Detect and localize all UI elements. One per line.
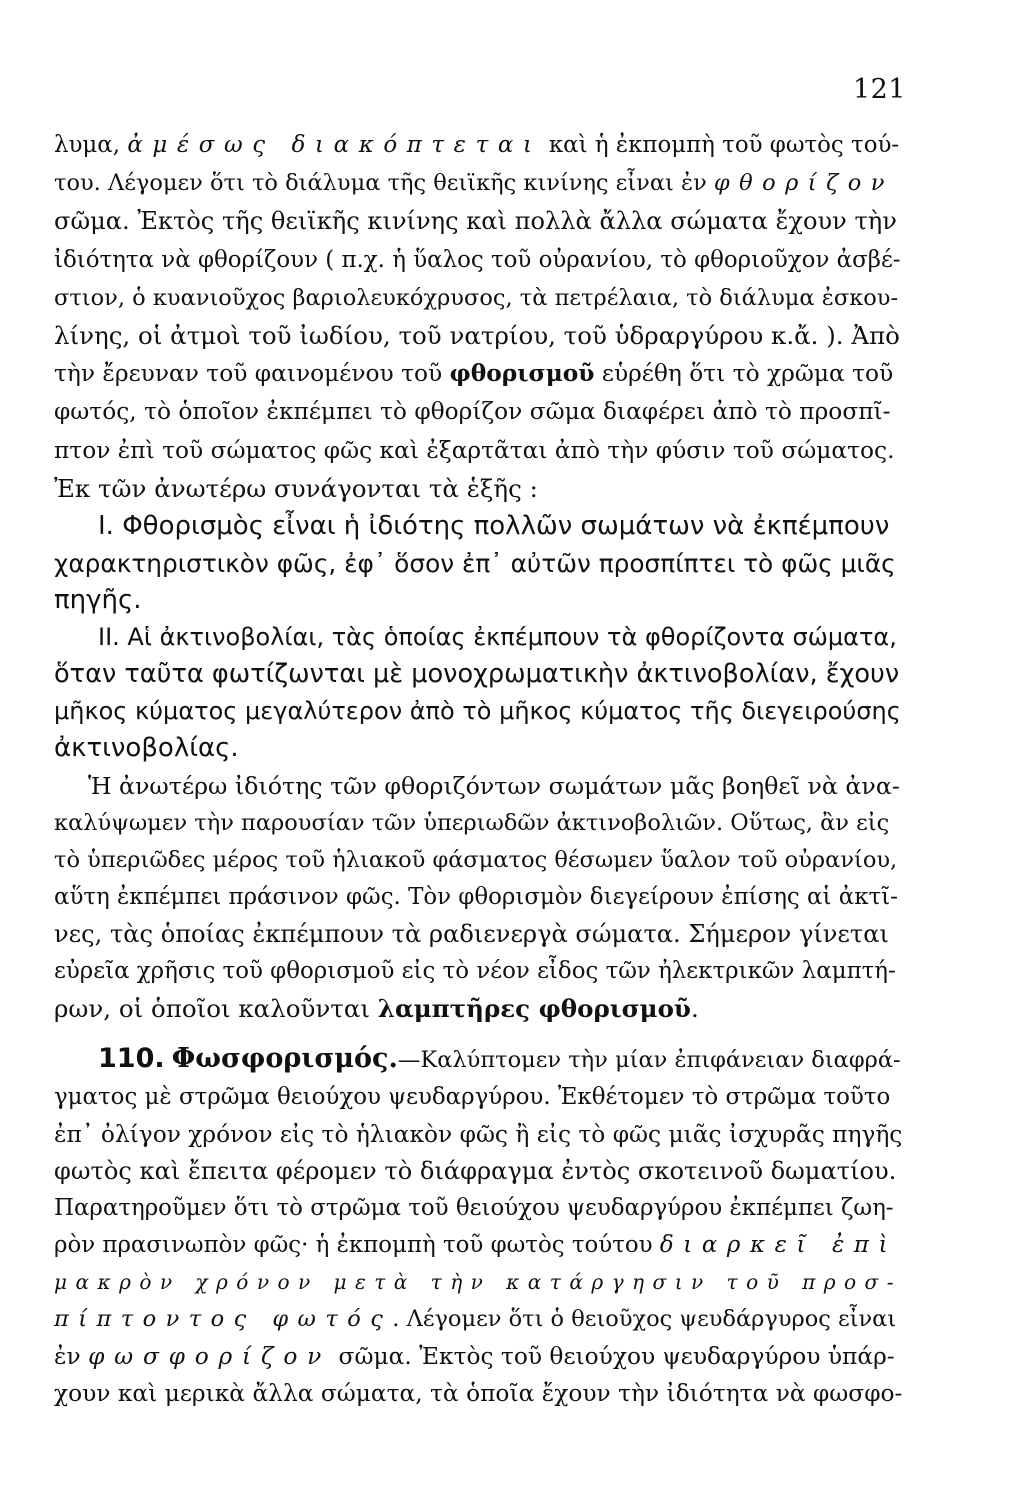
text-line: πηγῆς. — [54, 585, 142, 615]
text-line: ρὸν πρασινωπὸν φῶς· ἡ ἐκπομπὴ τοῦ φωτὸς τούτου διαρκεῖ ἐπὶ — [54, 1232, 898, 1258]
text-line: μῆκος κύματος μεγαλύτερον ἀπὸ τὸ μῆκος κύματος τῆς διεγειρούσης — [54, 697, 901, 725]
text-line: χουν καὶ μερικὰ ἄλλα σώματα, τὰ ὁποῖα ἔχουν τὴν ἰδιότητα νὰ φωσφο- — [54, 1380, 903, 1407]
text-line: ἐν φωσφορίζον σῶμα. Ἐκτὸς τοῦ θειούχου ψευδαργύρου ὑπάρ- — [54, 1343, 895, 1370]
text-line: του. Λέγομεν ὅτι τὸ διάλυμα τῆς θειϊκῆς κινίνης εἶναι ἐν φθορίζον — [54, 170, 894, 197]
section-title: Φωσφορισμός. — [171, 1043, 398, 1074]
section-number: 110. — [98, 1043, 165, 1074]
text-line: Ἐκ τῶν ἀνωτέρω συνάγονται τὰ ἑξῆς : — [54, 473, 538, 503]
page-number: 121 — [852, 74, 906, 105]
emphasized-phrase: διαρκεῖ ἐπὶ — [659, 1232, 898, 1258]
text-line: καλύψωμεν τὴν παρουσίαν τῶν ὑπεριωδῶν ἀκτινοβολιῶν. Οὕτως, ἂν εἰς — [54, 810, 890, 836]
text-line: τὸ ὑπεριῶδες μέρος τοῦ ἡλιακοῦ φάσματος θέσωμεν ὕαλον τοῦ οὐρανίου, — [54, 847, 898, 873]
text-line — [54, 1264, 902, 1301]
text-line: Ἡ ἀνωτέρω ἰδιότης τῶν φθοριζόντων σωμάτων μᾶς βοηθεῖ νὰ ἀνα- — [88, 772, 900, 800]
text-line: ρων, οἱ ὁποῖοι καλοῦνται λαμπτῆρες φθορισμοῦ. — [54, 994, 699, 1023]
conclusions-list — [54, 508, 902, 767]
emphasized-phrase: φθορίζον — [713, 170, 894, 197]
fluorescence-paragraph — [54, 126, 902, 508]
section-heading-line: 110. Φωσφορισμός.—Καλύπτομεν τὴν μίαν ἐπιφάνειαν διαφρά- — [98, 1043, 901, 1074]
text-line: ἰδιότητα νὰ φθορίζουν ( π.χ. ἡ ὕαλος τοῦ οὐρανίου, τὸ φθοριοῦχον ἀσβέ- — [54, 246, 901, 273]
text-line: Παρατηροῦμεν ὅτι τὸ στρῶμα τοῦ θειούχου ψευδαργύρου ἐκπέμπει ζωη- — [54, 1195, 894, 1221]
ultraviolet-paragraph — [54, 768, 902, 1027]
text-line: φωτός, τὸ ὁποῖον ἐκπέμπει τὸ φθορίζον σῶμα διαφέρει ἀπὸ τὸ προσπῖ- — [54, 398, 891, 426]
conclusion-item-1: Ι. Φθορισμὸς εἶναι ἡ ἰδιότης πολλῶν σωμάτων νὰ ἐκπέμπουν — [98, 511, 890, 541]
text-line: πτον ἐπὶ τοῦ σώματος φῶς καὶ ἐξαρτᾶται ἀπὸ τὴν φύσιν τοῦ σώματος. — [54, 436, 895, 464]
text-line: αὕτη ἐκπέμπει πράσινον φῶς. Τὸν φθορισμὸν διεγείρουν ἐπίσης αἱ ἀκτῖ- — [54, 884, 898, 910]
text-line: τὴν ἔρευναν τοῦ φαινομένου τοῦ φθορισμοῦ εὑρέθη ὅτι τὸ χρῶμα τοῦ — [54, 360, 894, 388]
bold-term: φθορισμοῦ — [449, 360, 595, 388]
text-line: σῶμα. Ἐκτὸς τῆς θειϊκῆς κινίνης καὶ πολλὰ ἄλλα σώματα ἔχουν τὴν — [54, 207, 897, 236]
phosphorescence-section — [54, 1040, 902, 1412]
text-line: χαρακτηριστικὸν φῶς, ἐφ᾽ ὅσον ἐπ᾽ αὐτῶν προσπίπτει τὸ φῶς μιᾶς — [54, 549, 896, 578]
text-line: πίπτοντος φωτός. Λέγομεν ὅτι ὁ θειοῦχος ψευδάργυρος εἶναι — [54, 1306, 897, 1332]
text-line: φωτὸς καὶ ἔπειτα φέρομεν τὸ διάφραγμα ἐντὸς σκοτεινοῦ δωματίου. — [54, 1157, 897, 1185]
text-line: γματος μὲ στρῶμα θειούχου ψευδαργύρου. Ἐκθέτομεν τὸ στρῶμα τοῦτο — [54, 1084, 891, 1110]
text-line: στιον, ὁ κυανιοῦχος βαριολευκόχρυσος, τὰ πετρέλαια, τὸ διάλυμα ἐσκου- — [54, 284, 899, 311]
conclusion-item-2: ΙΙ. Αἱ ἀκτινοβολίαι, τὰς ὁποίας ἐκπέμπουν τὰ φθορίζοντα σώματα, — [98, 623, 897, 651]
text-line: ἀκτινοβολίας. — [54, 733, 239, 763]
text-line: λυμα, ἀμέσως διακόπτεται καὶ ἡ ἐκπομπὴ τοῦ φωτὸς τού- — [54, 132, 900, 158]
emphasized-phrase: ἀμέσως διακόπτεται — [127, 132, 542, 158]
bold-term: λαμπτῆρες φθορισμοῦ — [377, 994, 691, 1023]
emphasized-phrase: φωσφορίζον — [88, 1343, 332, 1370]
emphasized-phrase: μακρὸν χρόνον μετὰ τὴν κατάργησιν τοῦ προσ- — [54, 1270, 902, 1294]
emphasized-phrase: πίπτοντος φωτός — [54, 1306, 393, 1332]
text-line: ἐπ᾽ ὀλίγον χρόνον εἰς τὸ ἡλιακὸν φῶς ἢ εἰς τὸ φῶς μιᾶς ἰσχυρᾶς πηγῆς — [54, 1121, 903, 1148]
text-line: εὐρεῖα χρῆσις τοῦ φθορισμοῦ εἰς τὸ νέον εἶδος τῶν ἠλεκτρικῶν λαμπτή- — [54, 958, 896, 984]
text-line: ὅταν ταῦτα φωτίζωνται μὲ μονοχρωματικὴν ἀκτινοβολίαν, ἔχουν — [54, 659, 900, 689]
text-line: νες, τὰς ὁποίας ἐκπέμπουν τὰ ραδιενεργὰ σώματα. Σήμερον γίνεται — [54, 920, 889, 948]
text-line: λίνης, οἱ ἀτμοὶ τοῦ ἰωδίου, τοῦ νατρίου, τοῦ ὑδραργύρου κ.ἄ. ). Ἀπὸ — [54, 321, 900, 351]
